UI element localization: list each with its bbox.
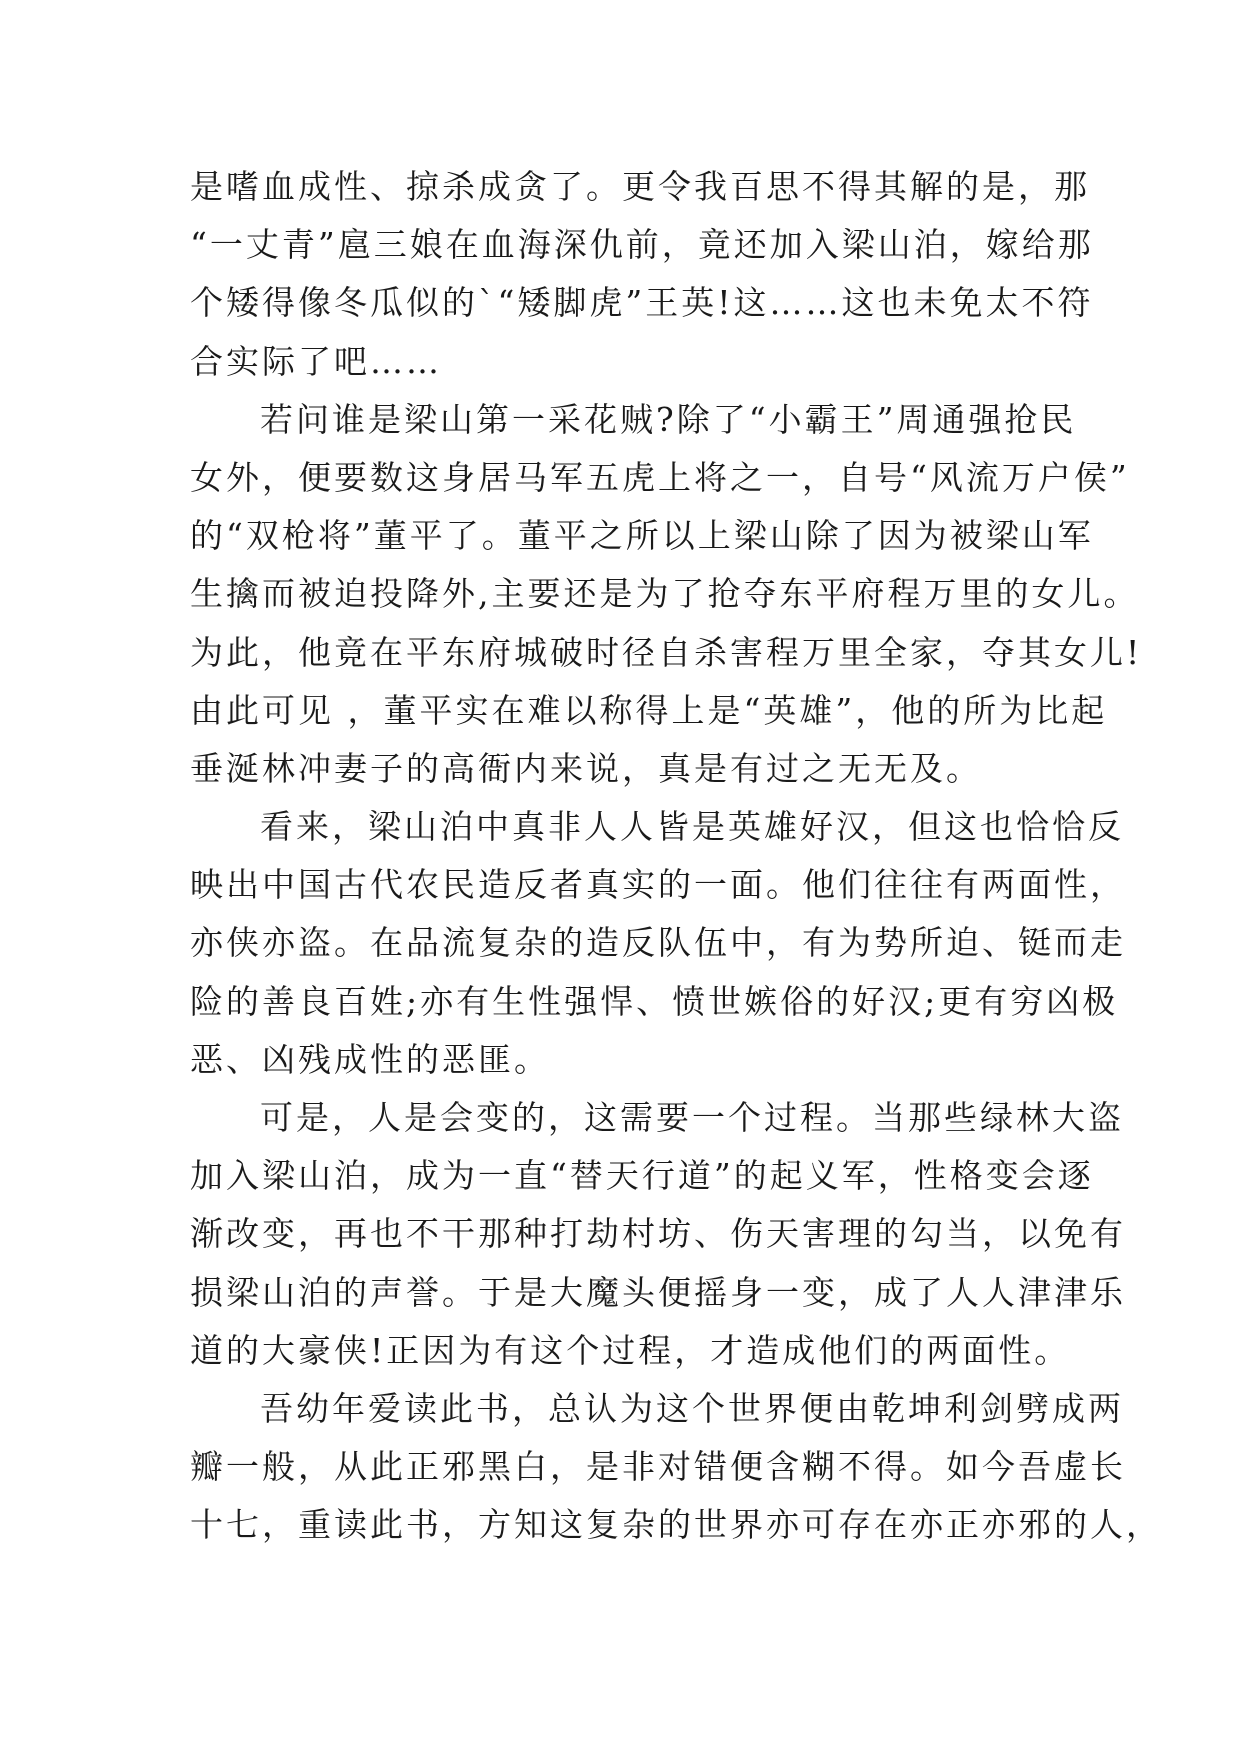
text-line: 渐改变，再也不干那种打劫村坊、伤天害理的勾当，以免有	[190, 1214, 1126, 1254]
text-line: 为此，他竟在平东府城破时径自杀害程万里全家，夺其女儿!	[190, 632, 1143, 672]
text-line: 是嗜血成性、掠杀成贪了。更令我百思不得其解的是，那	[190, 167, 1090, 206]
text-line: 由此可见 ，董平实在难以称得上是“英雄”，他的所为比起	[190, 690, 1108, 730]
text-line: 道的大豪侠!正因为有这个过程，才造成他们的两面性。	[190, 1330, 1071, 1370]
text-line: 合实际了吧……	[190, 341, 442, 381]
paragraph-first-line: 看来，梁山泊中真非人人皆是英雄好汉，但这也恰恰反	[260, 807, 1124, 847]
text-line: 垂涎林冲妻子的高衙内来说，真是有过之无无及。	[190, 748, 982, 788]
text-line: 亦侠亦盗。在品流复杂的造反队伍中，有为势所迫、铤而走	[190, 923, 1126, 963]
text-line: “一丈青”扈三娘在血海深仇前，竟还加入梁山泊，嫁给那	[190, 225, 1094, 265]
text-line: 个矮得像冬瓜似的`“矮脚虎”王英!这……这也未免太不符	[190, 283, 1094, 323]
text-line: 恶、凶残成性的恶匪。	[190, 1039, 550, 1079]
text-line: 加入梁山泊，成为一直“替天行道”的起义军，性格变会逐	[190, 1156, 1094, 1196]
text-line: 损梁山泊的声誉。于是大魔头便摇身一变，成了人人津津乐	[190, 1272, 1126, 1312]
paragraph-first-line: 可是，人是会变的，这需要一个过程。当那些绿林大盗	[260, 1098, 1124, 1137]
text-line: 映出中国古代农民造反者真实的一面。他们往往有两面性，	[190, 865, 1126, 905]
text-line: 女外，便要数这身居马军五虎上将之一，自号“风流万户侯”	[190, 457, 1130, 497]
body-text	[190, 158, 1162, 1555]
text-line: 险的善良百姓;亦有生性强悍、愤世嫉俗的好汉;更有穷凶极	[190, 981, 1119, 1021]
paragraph-first-line: 吾幼年爱读此书，总认为这个世界便由乾坤利剑劈成两	[260, 1388, 1124, 1428]
text-line: 的“双枪将”董平了。董平之所以上梁山除了因为被梁山军	[190, 516, 1094, 556]
text-line: 生擒而被迫投降外,主要还是为了抢夺东平府程万里的女儿。	[190, 574, 1140, 614]
paragraph-first-line: 若问谁是梁山第一采花贼?除了“小霸王”周通强抢民	[260, 399, 1077, 439]
text-line: 十七，重读此书，方知这复杂的世界亦可存在亦正亦邪的人，	[190, 1505, 1162, 1545]
text-line: 瓣一般，从此正邪黑白，是非对错便含糊不得。如今吾虚长	[190, 1447, 1126, 1487]
